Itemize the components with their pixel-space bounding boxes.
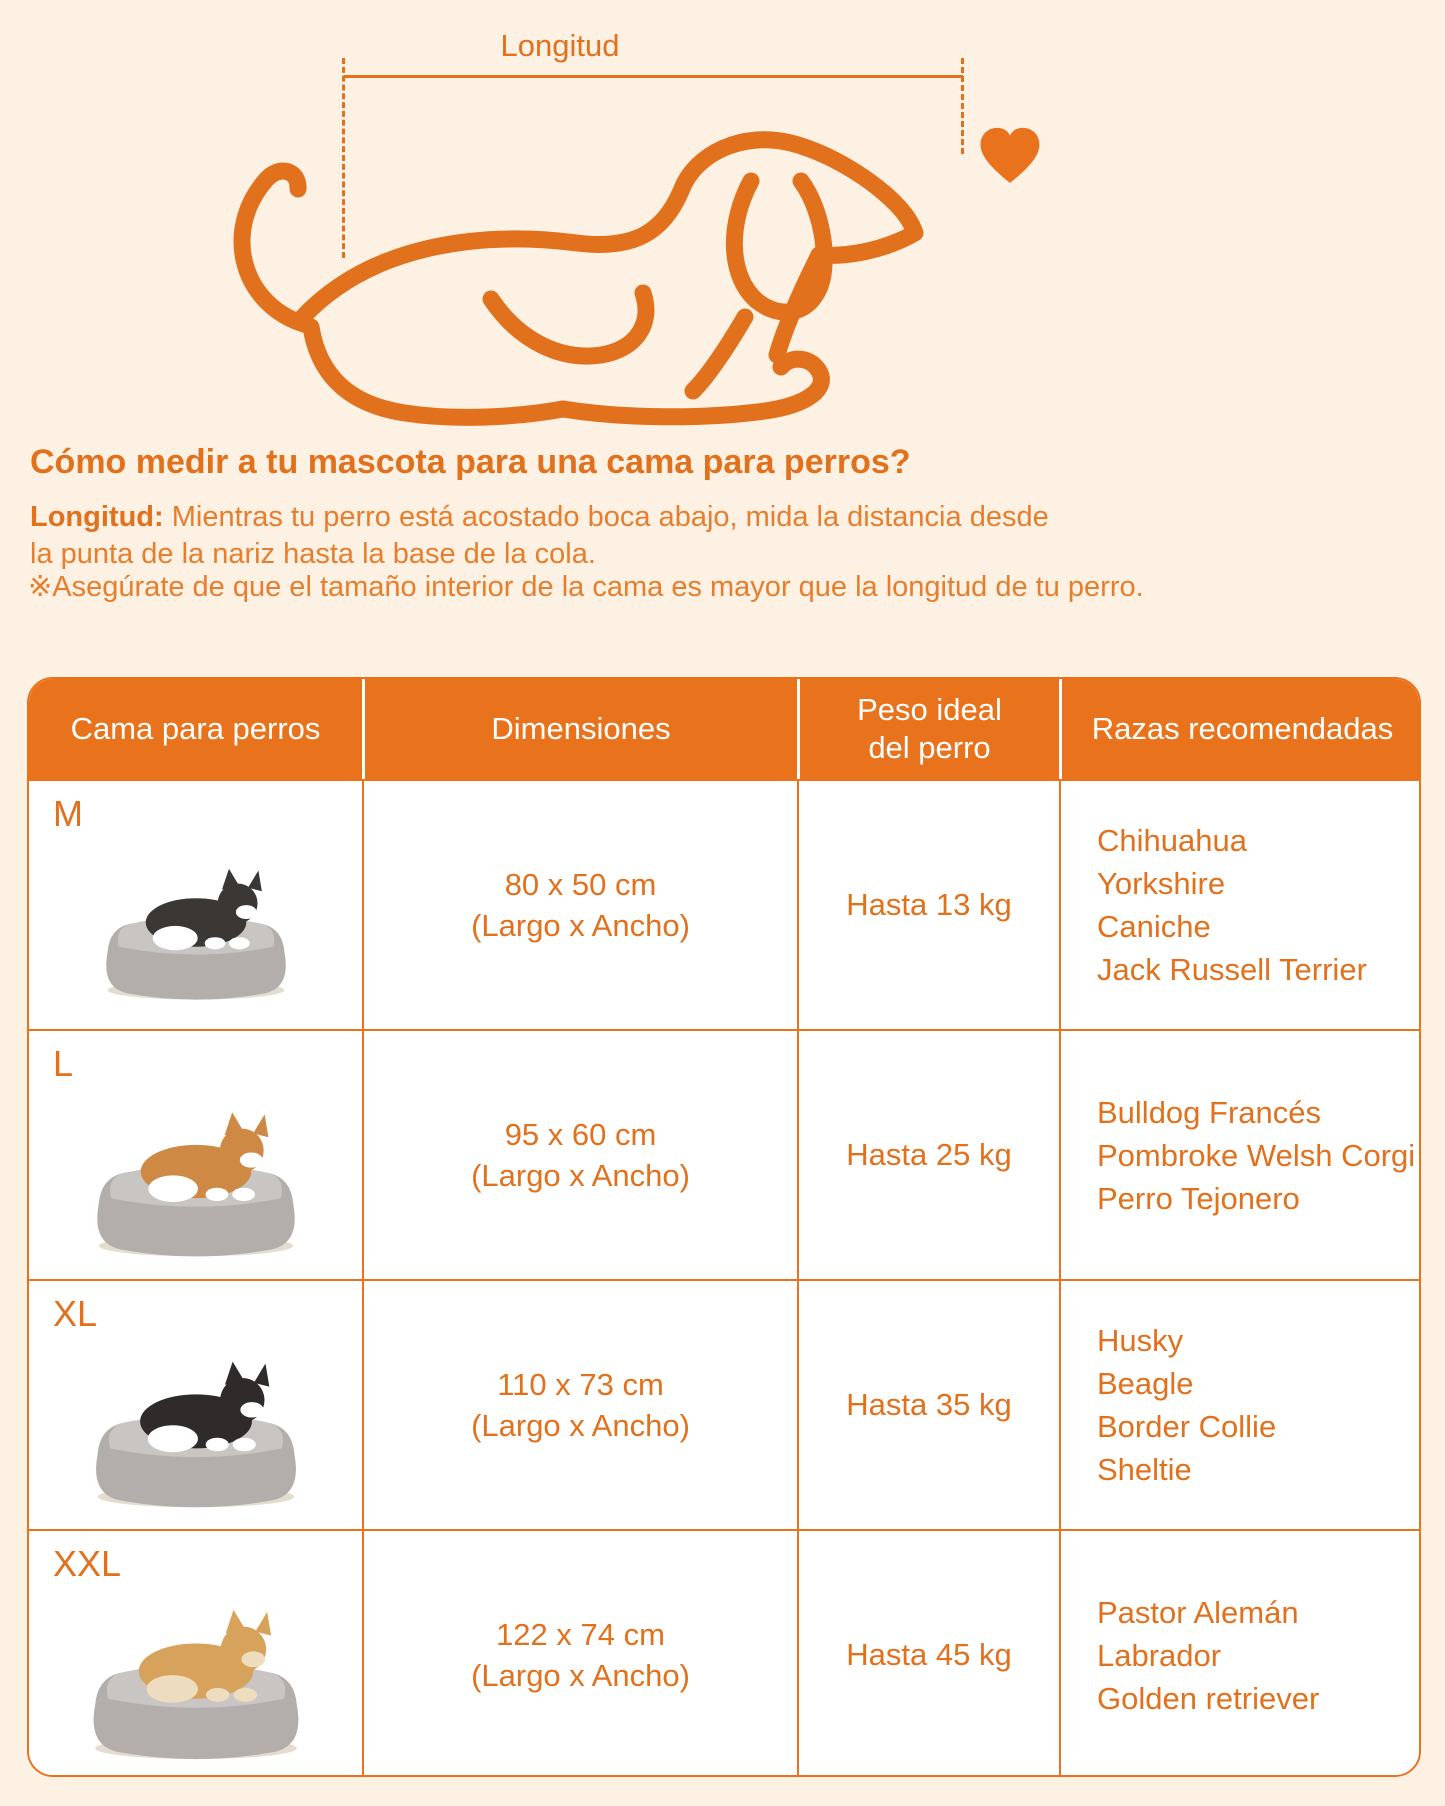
dog-bed-photo-l bbox=[76, 1101, 316, 1263]
size-label-xl: XL bbox=[53, 1293, 98, 1334]
dog-bed-photo-xl bbox=[65, 1350, 327, 1514]
weight-value: Hasta 13 kg bbox=[846, 887, 1012, 922]
dog-outline-drawing bbox=[185, 85, 955, 430]
breed-item: Golden retriever bbox=[1097, 1680, 1320, 1716]
table-row-xxl-size-cell bbox=[29, 1529, 362, 1777]
measuring-diagram bbox=[0, 0, 1445, 430]
weight-cell-xl bbox=[797, 1279, 1059, 1529]
weight-cell-l bbox=[797, 1029, 1059, 1279]
measure-dash-right bbox=[961, 58, 964, 154]
col-header-cama-para-perros: Cama para perros bbox=[29, 679, 362, 779]
measure-dash-left bbox=[342, 58, 345, 258]
dimensions-cell-xl bbox=[362, 1279, 797, 1529]
dimensions-value: 110 x 73 cm bbox=[497, 1367, 664, 1402]
interior-size-note: ※Asegúrate de que el tamaño interior de la cama es mayor que la longitud de tu perro. bbox=[28, 571, 1144, 603]
breed-item: Chihuahua bbox=[1097, 823, 1247, 858]
weight-cell-xxl bbox=[797, 1529, 1059, 1777]
longitud-description-label: Longitud: bbox=[30, 501, 164, 533]
dimensions-cell-m bbox=[362, 779, 797, 1029]
table-row-m-size-cell bbox=[29, 779, 362, 1029]
heart-icon bbox=[978, 126, 1042, 186]
breed-item: Perro Tejonero bbox=[1097, 1180, 1300, 1216]
breed-item: Yorkshire bbox=[1097, 866, 1226, 901]
dimensions-value: 80 x 50 cm bbox=[504, 867, 657, 902]
table-row-l-size-cell bbox=[29, 1029, 362, 1279]
breed-item: Caniche bbox=[1097, 909, 1211, 944]
dimensions-value: 95 x 60 cm bbox=[504, 1117, 657, 1152]
breed-item: Sheltie bbox=[1097, 1452, 1192, 1487]
size-label-m: M bbox=[53, 793, 83, 834]
breed-item: Husky bbox=[1097, 1323, 1184, 1358]
breed-item: Labrador bbox=[1097, 1637, 1222, 1673]
dimensions-cell-l bbox=[362, 1029, 797, 1279]
size-label-xxl: XXL bbox=[53, 1543, 122, 1584]
dimensions-cell-xxl bbox=[362, 1529, 797, 1777]
weight-value: Hasta 45 kg bbox=[846, 1637, 1012, 1672]
col-header-peso-ideal: Peso ideal del perro bbox=[797, 679, 1059, 779]
weight-cell-m bbox=[797, 779, 1059, 1029]
col-header-dimensiones: Dimensiones bbox=[362, 679, 797, 779]
dimensions-unit-note: (Largo x Ancho) bbox=[471, 1158, 690, 1193]
breed-item: Jack Russell Terrier bbox=[1097, 952, 1367, 987]
breed-item: Beagle bbox=[1097, 1366, 1194, 1401]
page-title: Cómo medir a tu mascota para una cama para perros? bbox=[30, 442, 911, 481]
dog-bed-photo-m bbox=[92, 858, 300, 1006]
dimensions-unit-note: (Largo x Ancho) bbox=[471, 1408, 690, 1443]
breeds-cell-xl bbox=[1059, 1279, 1421, 1529]
breed-item: Border Collie bbox=[1097, 1409, 1277, 1444]
measure-line bbox=[344, 75, 963, 78]
longitud-description bbox=[30, 499, 1060, 573]
dog-bed-photo-xxl bbox=[55, 1598, 337, 1766]
breeds-cell-l bbox=[1059, 1029, 1421, 1279]
breed-item: Pastor Alemán bbox=[1097, 1594, 1299, 1630]
breeds-cell-m bbox=[1059, 779, 1421, 1029]
weight-value: Hasta 35 kg bbox=[846, 1387, 1012, 1422]
dimensions-value: 122 x 74 cm bbox=[496, 1617, 665, 1652]
longitud-description-text: Mientras tu perro está acostado boca abajo, mida la distancia desde la punta de la nariz hasta la base de la cola. bbox=[30, 501, 1049, 570]
weight-value: Hasta 25 kg bbox=[846, 1137, 1012, 1172]
size-label-l: L bbox=[53, 1043, 74, 1084]
breeds-cell-xxl bbox=[1059, 1529, 1421, 1777]
table-row-xl-size-cell bbox=[29, 1279, 362, 1529]
size-table bbox=[27, 677, 1421, 1777]
breed-item: Bulldog Francés bbox=[1097, 1094, 1322, 1130]
dimensions-unit-note: (Largo x Ancho) bbox=[471, 1658, 690, 1693]
longitud-measure-label: Longitud bbox=[500, 28, 620, 63]
col-header-razas-recomendadas: Razas recomendadas bbox=[1059, 679, 1421, 779]
dimensions-unit-note: (Largo x Ancho) bbox=[471, 908, 690, 943]
breed-item: Pombroke Welsh Corgi bbox=[1097, 1137, 1416, 1173]
